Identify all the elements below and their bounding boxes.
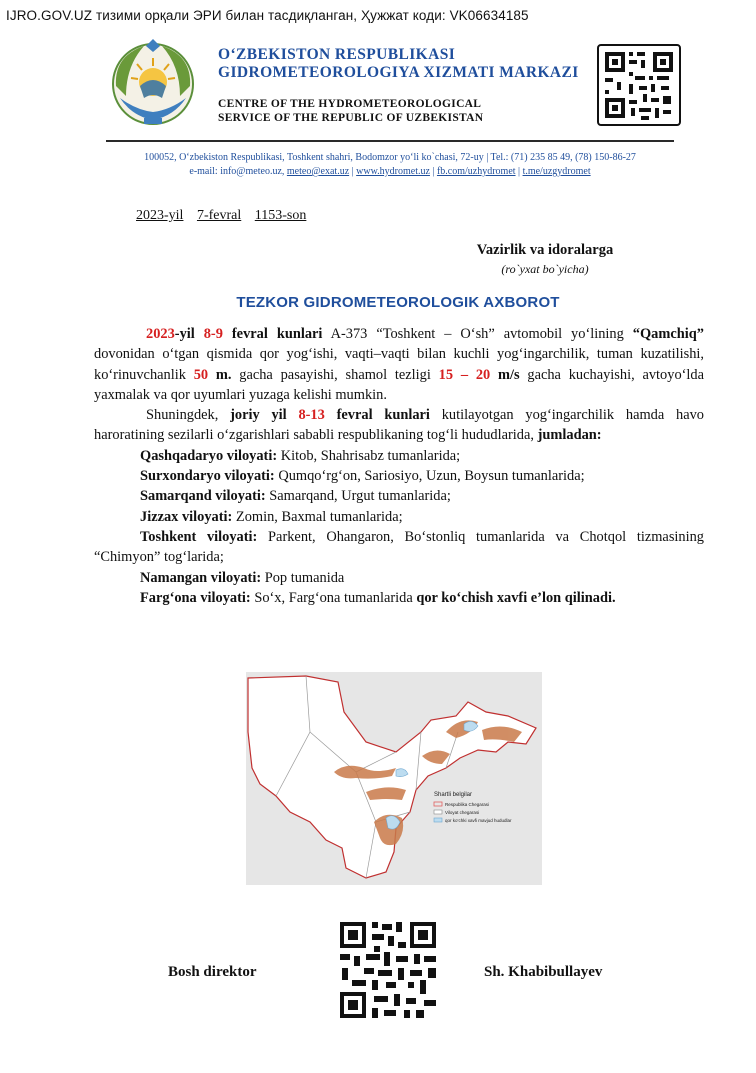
header-divider [106,140,674,142]
document-body [94,324,704,608]
website-link[interactable]: www.hydromet.uz [356,166,430,177]
email-link[interactable]: meteo@exat.uz [286,166,350,177]
doc-number: 1153-son [254,208,307,223]
legend-swatch-risk [434,818,442,822]
list-item: Qashqadaryo viloyati: Kitob, Shahrisabz tumanlarida; [140,447,461,464]
signatory-name: Sh. Khabibullayev [484,964,603,980]
org-uz-line2: GIDROMETEOROLOGIYA XIZMATI MARKAZI [218,64,579,81]
email-label: e-mail: info@meteo.uz, [189,166,285,177]
address-line: 100052, O‘zbekiston Respublikasi, Toshkent shahri, Bodomzor yo‘li ko`chasi, 72-uy | Tel.: (71) 235 85 49, (78) 150-86-27 [144,152,636,163]
list-item: Surxondaryo viloyati: Qumqo‘rg‘on, Sariosiyo, Uzun, Boysun tumanlarida; [140,468,585,485]
org-en-line2: SERVICE OF THE REPUBLIC OF UZBEKISTAN [218,112,484,124]
legend-label-risk: qor ko‘chki xavfi mavjud hududlar [445,818,512,823]
document-reference [136,208,316,224]
list-item: Jizzax viloyati: Zomin, Baxmal tumanlarida; [140,508,403,525]
list-item: Namangan viloyati: Pop tumanida [140,569,345,586]
org-uz-line1: O‘ZBEKISTON RESPUBLIKASI [218,46,456,63]
list-item: Farg‘ona viloyati: So‘x, Farg‘ona tumanlarida qor ko‘chish xavfi e’lon qilinadi. [140,589,616,606]
facebook-link[interactable]: fb.com/uzhydromet [436,166,516,177]
signature-qr-code [338,920,438,1020]
paragraph-1: 2023-yil 8-9 fevral kunlari A-373 “Toshkent – O‘sh” avtomobil yo‘lining “Qamchiq” dovonidan o‘tgan qismida qor yog‘ishi, vaqti–vaqti bilan kuchli yog‘ingarchilik, tuman kuzatilishi, ko‘rinuvchanlik 50 m. gacha pasayishi, shamol tezligi 15 – 20 m/s gacha kuchayishi, avtoyo‘lda yaxmalak va qor uyumlari yuzaga kelishi mumkin. [94,326,705,403]
list-item: Toshkent viloyati: Parkent, Ohangaron, Bo‘stonliq tumanlarida va Chotqol tizmasining “Chimyon” tog‘larida; [94,528,704,566]
top-notice: IJRO.GOV.UZ тизими орқали ЭРИ билан тасдиқланган, Ҳужжат коди: VK06634185 [6,8,529,23]
header-qr-code [597,44,681,126]
doc-year: 2023-yil [136,208,184,223]
signatory-position: Bosh direktor [168,964,257,980]
doc-day: 7-fevral [196,208,242,223]
document-headline: TEZKOR GIDROMETEOROLOGIK AXBOROT [236,294,560,311]
avalanche-risk-map [246,672,542,885]
map-legend-title: Shartli belgilar [434,792,473,798]
state-emblem [104,36,202,130]
list-item: Samarqand viloyati: Samarqand, Urgut tumanlarida; [140,488,451,505]
recipient-title: Vazirlik va idoralarga [476,242,614,258]
recipient-subtitle: (ro`yxat bo`yicha) [501,262,589,276]
legend-swatch-region [434,810,442,814]
telegram-link[interactable]: t.me/uzgydromet [522,166,591,177]
organization-name-en [218,97,598,125]
legend-label-region: Viloyat chegarasi [445,810,480,815]
contact-line: e-mail: info@meteo.uz, meteo@exat.uz | www.hydromet.uz | fb.com/uzhydromet | t.me/uzgydromet [189,166,591,177]
legend-label-border: Respublika Chegarasi [445,802,490,807]
paragraph-2: Shuningdek, joriy yil 8-13 fevral kunlari kutilayotgan yog‘ingarchilik hamda havo haroratining sezilarli o‘zgarishlari sababli respublikaning tog‘li hududlarida, jumladan: [94,407,704,444]
organization-name-uz [218,46,598,82]
org-en-line1: CENTRE OF THE HYDROMETEOROLOGICAL [218,98,482,110]
